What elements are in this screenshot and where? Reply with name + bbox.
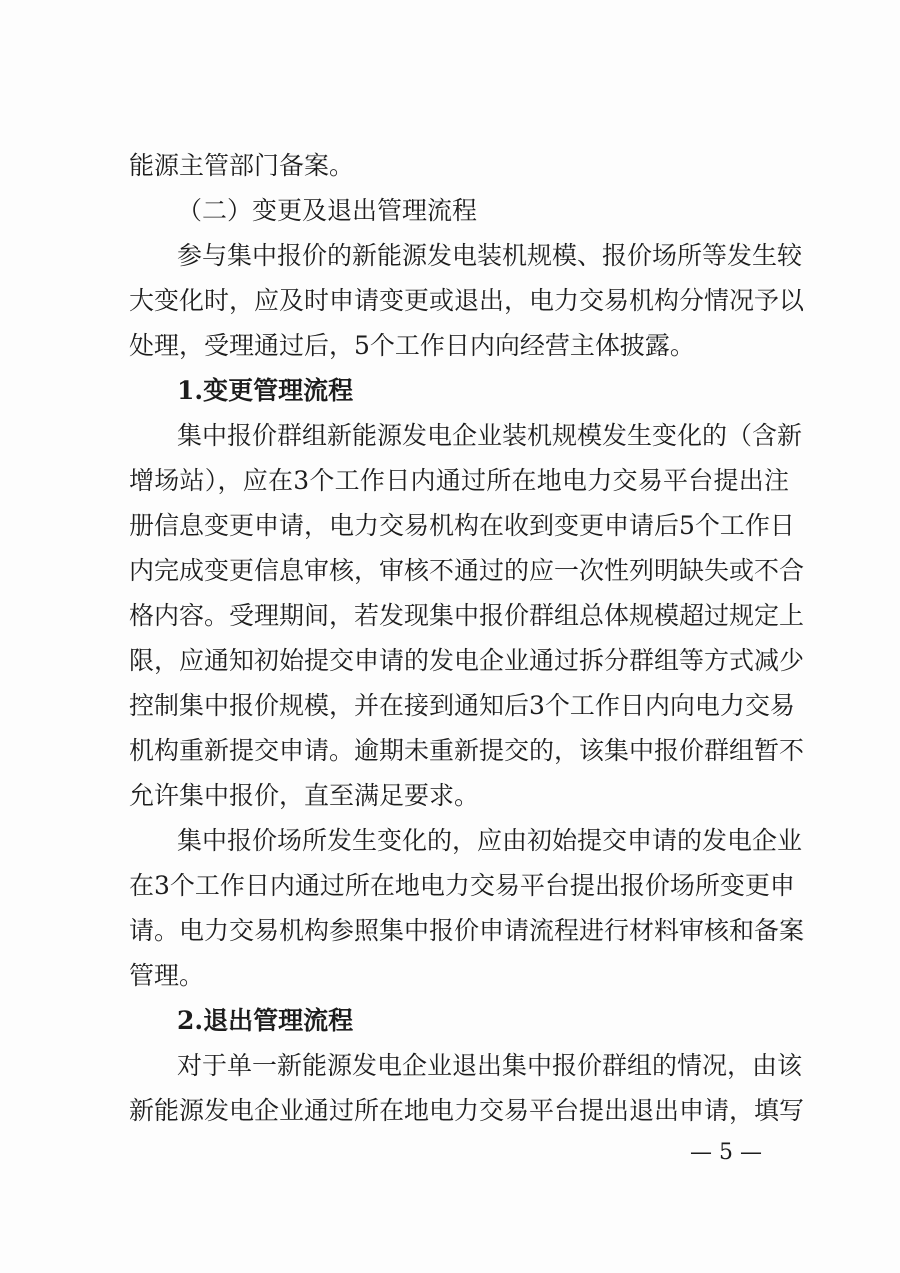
text-line: 请。电力交易机构参照集中报价申请流程进行材料审核和备案 bbox=[129, 916, 805, 945]
page-number: — 5 — bbox=[690, 1140, 762, 1165]
section-heading: （二）变更及退出管理流程 bbox=[177, 196, 478, 225]
text-line: 能源主管部门备案。 bbox=[129, 151, 355, 180]
text-line: 处理，受理通过后，5个工作日内向经营主体披露。 bbox=[129, 331, 695, 360]
text-line: 限，应通知初始提交申请的发电企业通过拆分群组等方式减少 bbox=[129, 646, 805, 675]
subsection-heading: 2.退出管理流程 bbox=[177, 1006, 354, 1035]
text-line: 内完成变更信息审核，审核不通过的应一次性列明缺失或不合 bbox=[129, 556, 805, 585]
text-line: 在3个工作日内通过所在地电力交易平台提出报价场所变更申 bbox=[129, 871, 795, 900]
text-line: 允许集中报价，直至满足要求。 bbox=[129, 781, 480, 810]
text-line: 大变化时，应及时申请变更或退出，电力交易机构分情况予以 bbox=[129, 286, 805, 315]
subsection-heading: 1.变更管理流程 bbox=[177, 376, 354, 405]
text-line: 增场站），应在3个工作日内通过所在地电力交易平台提出注 bbox=[129, 466, 789, 495]
text-line: 对于单一新能源发电企业退出集中报价群组的情况，由该 bbox=[177, 1051, 803, 1080]
text-line: 机构重新提交申请。逾期未重新提交的，该集中报价群组暂不 bbox=[129, 736, 805, 765]
text-line: 新能源发电企业通过所在地电力交易平台提出退出申请，填写 bbox=[129, 1096, 805, 1125]
text-line: 参与集中报价的新能源发电装机规模、报价场所等发生较 bbox=[177, 241, 803, 270]
text-line: 集中报价群组新能源发电企业装机规模发生变化的（含新 bbox=[177, 421, 803, 450]
text-line: 格内容。受理期间，若发现集中报价群组总体规模超过规定上 bbox=[129, 601, 805, 630]
text-line: 控制集中报价规模，并在接到通知后3个工作日内向电力交易 bbox=[129, 691, 795, 720]
text-line: 集中报价场所发生变化的，应由初始提交申请的发电企业 bbox=[177, 826, 803, 855]
text-line: 管理。 bbox=[129, 961, 205, 990]
text-line: 册信息变更申请，电力交易机构在收到变更申请后5个工作日 bbox=[129, 511, 795, 540]
